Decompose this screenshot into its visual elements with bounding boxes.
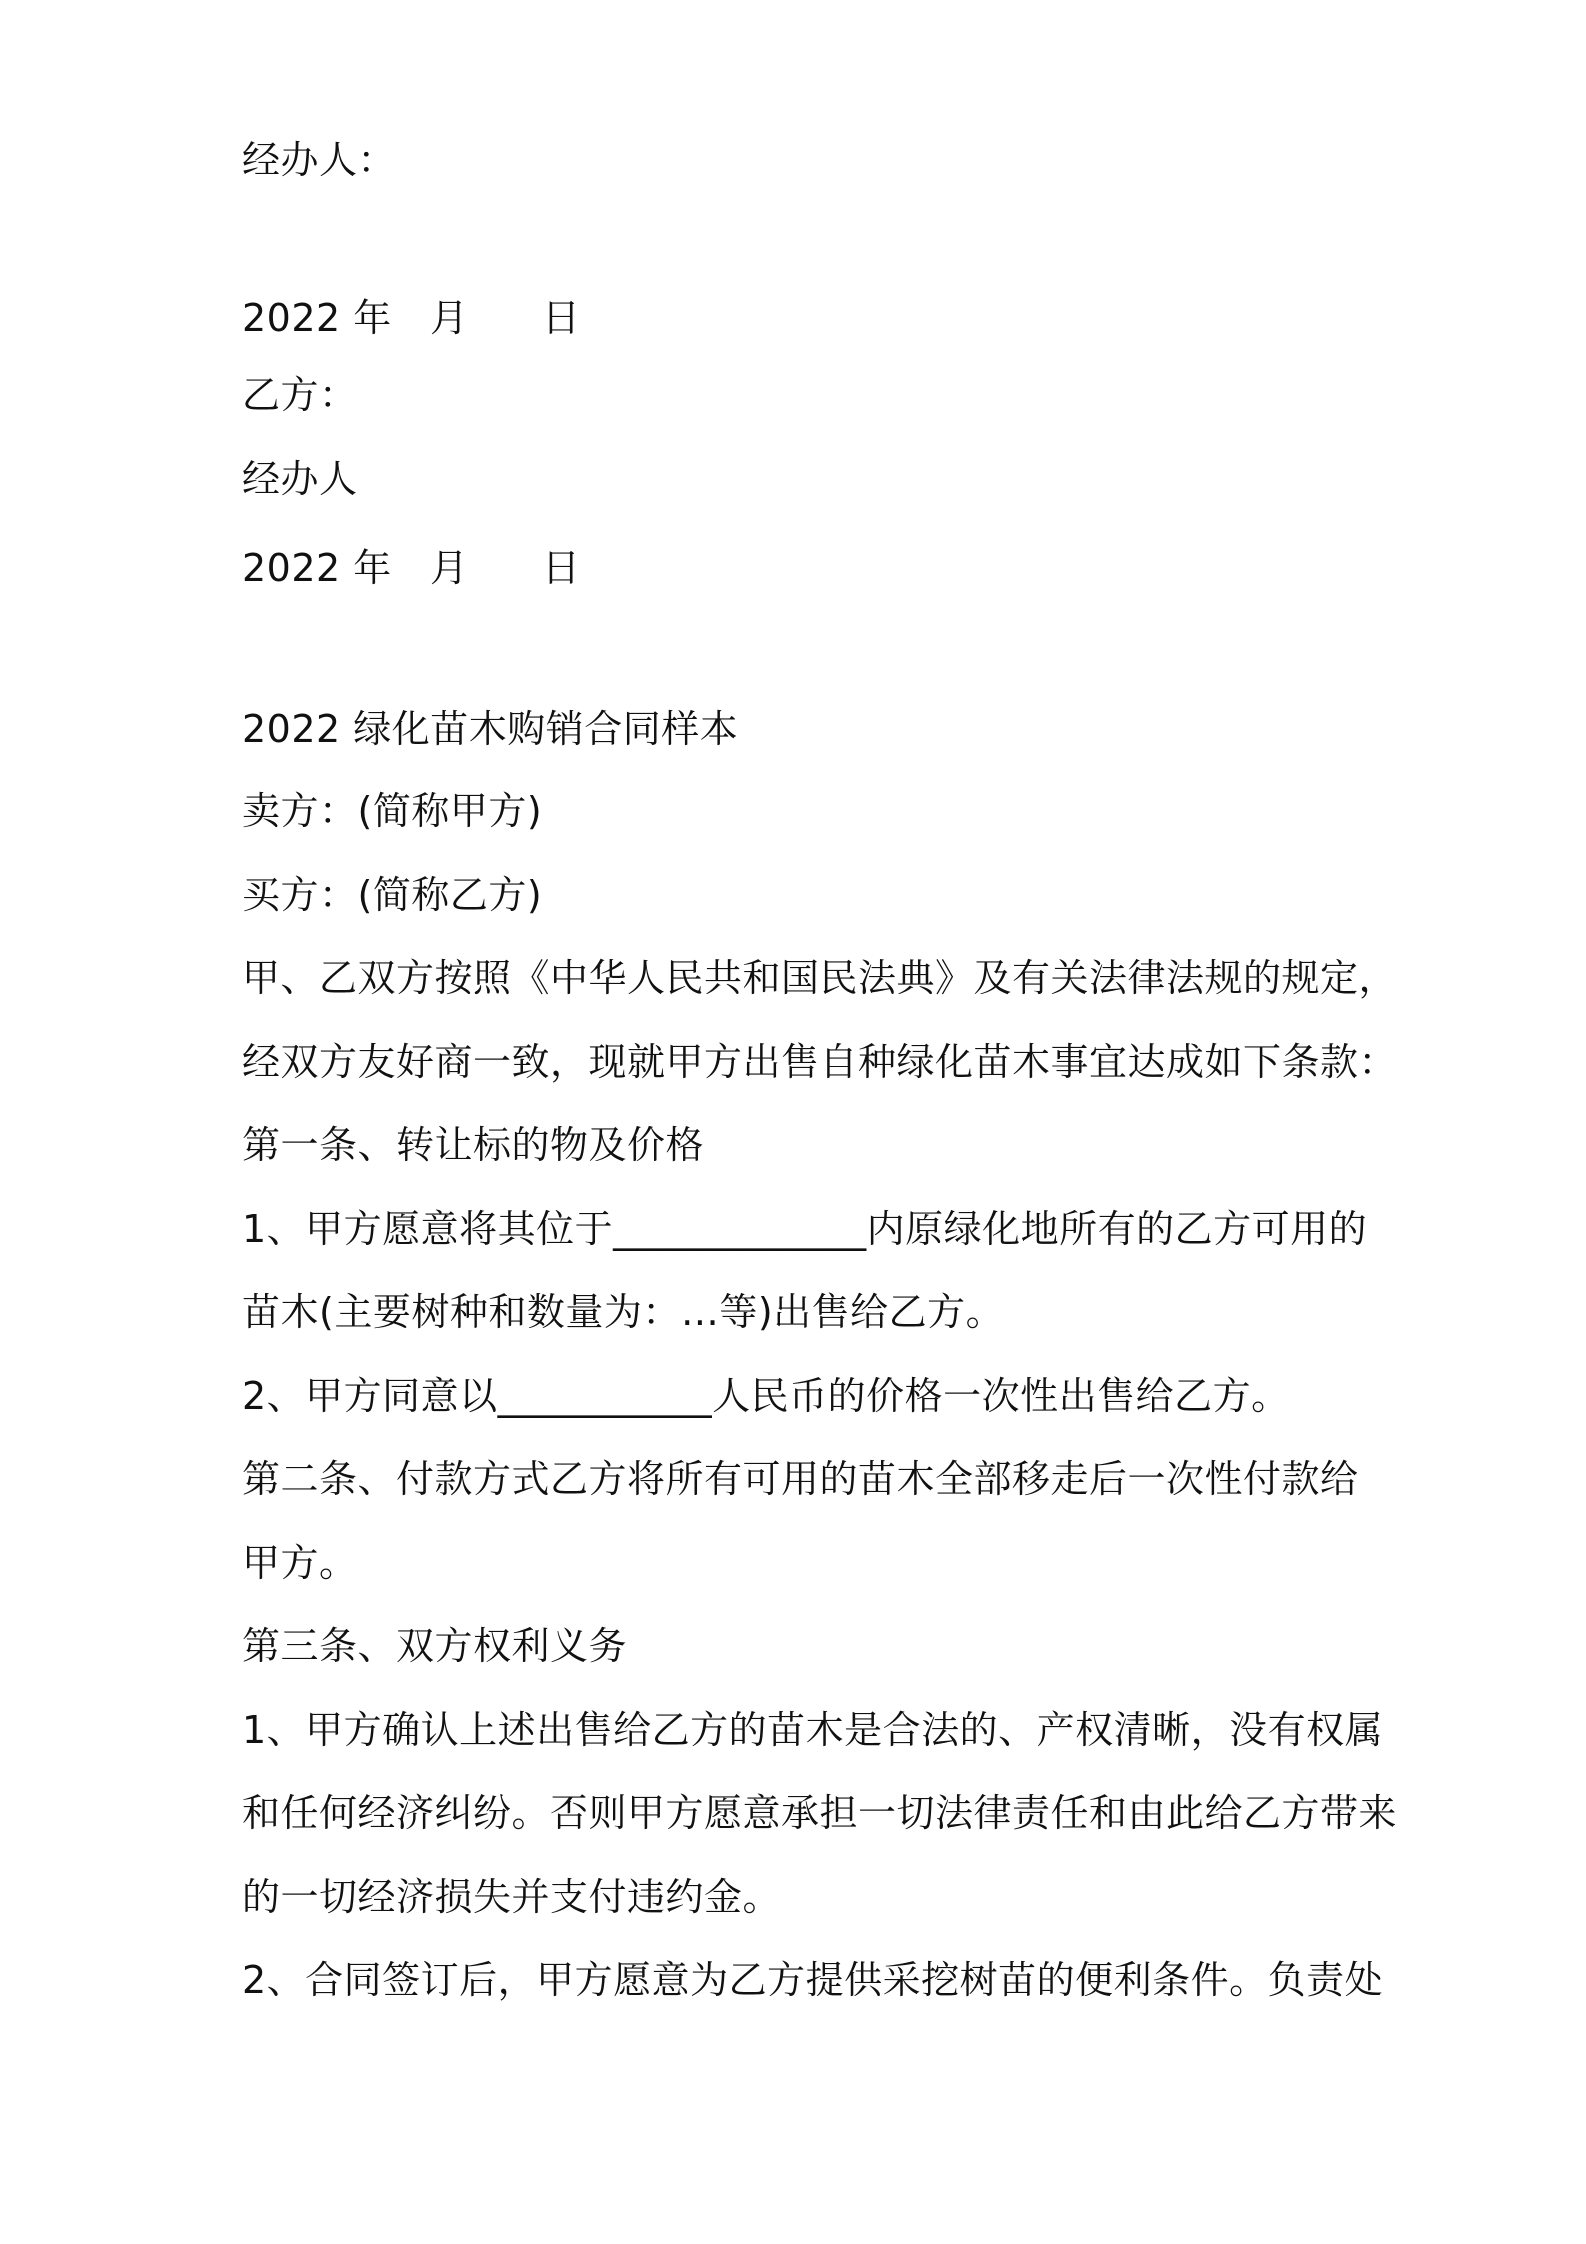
- preamble-line-1: 甲、乙双方按照《中华人民共和国民法典》及有关法律法规的规定，: [242, 956, 1398, 1000]
- buyer-line: 买方：(简称乙方): [242, 873, 543, 917]
- party-a-date-year: 2022 年: [242, 296, 392, 340]
- party-a-date-day: 日: [542, 296, 581, 340]
- article-3-item-2-line-1: 2、合同签订后，甲方愿意为乙方提供采挖树苗的便利条件。负责处: [242, 1958, 1384, 2002]
- article-1-item-2: 2、甲方同意以___________人民币的价格一次性出售给乙方。: [242, 1374, 1290, 1418]
- preamble-line-2: 经双方友好商一致，现就甲方出售自种绿化苗木事宜达成如下条款：: [242, 1040, 1398, 1084]
- party-b-date-month: 月: [430, 546, 469, 590]
- seller-line: 卖方：(简称甲方): [242, 789, 543, 833]
- contract-title: 2022 绿化苗木购销合同样本: [242, 707, 739, 751]
- party-b-date-day: 日: [542, 546, 581, 590]
- article-1-item-1-line-1: 1、甲方愿意将其位于_____________内原绿化地所有的乙方可用的: [242, 1207, 1368, 1251]
- party-a-date-line: [242, 294, 581, 342]
- party-b-agent-label: 经办人: [242, 457, 358, 501]
- party-b-date-line: [242, 544, 581, 592]
- party-a-date-month: 月: [430, 296, 469, 340]
- article-1-item-1-line-2: 苗木(主要树种和数量为：…等)出售给乙方。: [242, 1290, 1005, 1334]
- article-3-item-1-line-2: 和任何经济纠纷。否则甲方愿意承担一切法律责任和由此给乙方带来: [242, 1791, 1398, 1835]
- party-b-date-year: 2022 年: [242, 546, 392, 590]
- party-a-agent-label: 经办人：: [242, 138, 397, 182]
- article-3-item-1-line-1: 1、甲方确认上述出售给乙方的苗木是合法的、产权清晰，没有权属: [242, 1708, 1384, 1752]
- article-2-line-1: 第二条、付款方式乙方将所有可用的苗木全部移走后一次性付款给: [242, 1457, 1359, 1501]
- article-3-item-1-line-3: 的一切经济损失并支付违约金。: [242, 1875, 782, 1919]
- article-2-line-2: 甲方。: [242, 1541, 358, 1585]
- article-1-title: 第一条、转让标的物及价格: [242, 1123, 705, 1167]
- article-3-title: 第三条、双方权利义务: [242, 1624, 628, 1668]
- party-b-label: 乙方：: [242, 373, 358, 417]
